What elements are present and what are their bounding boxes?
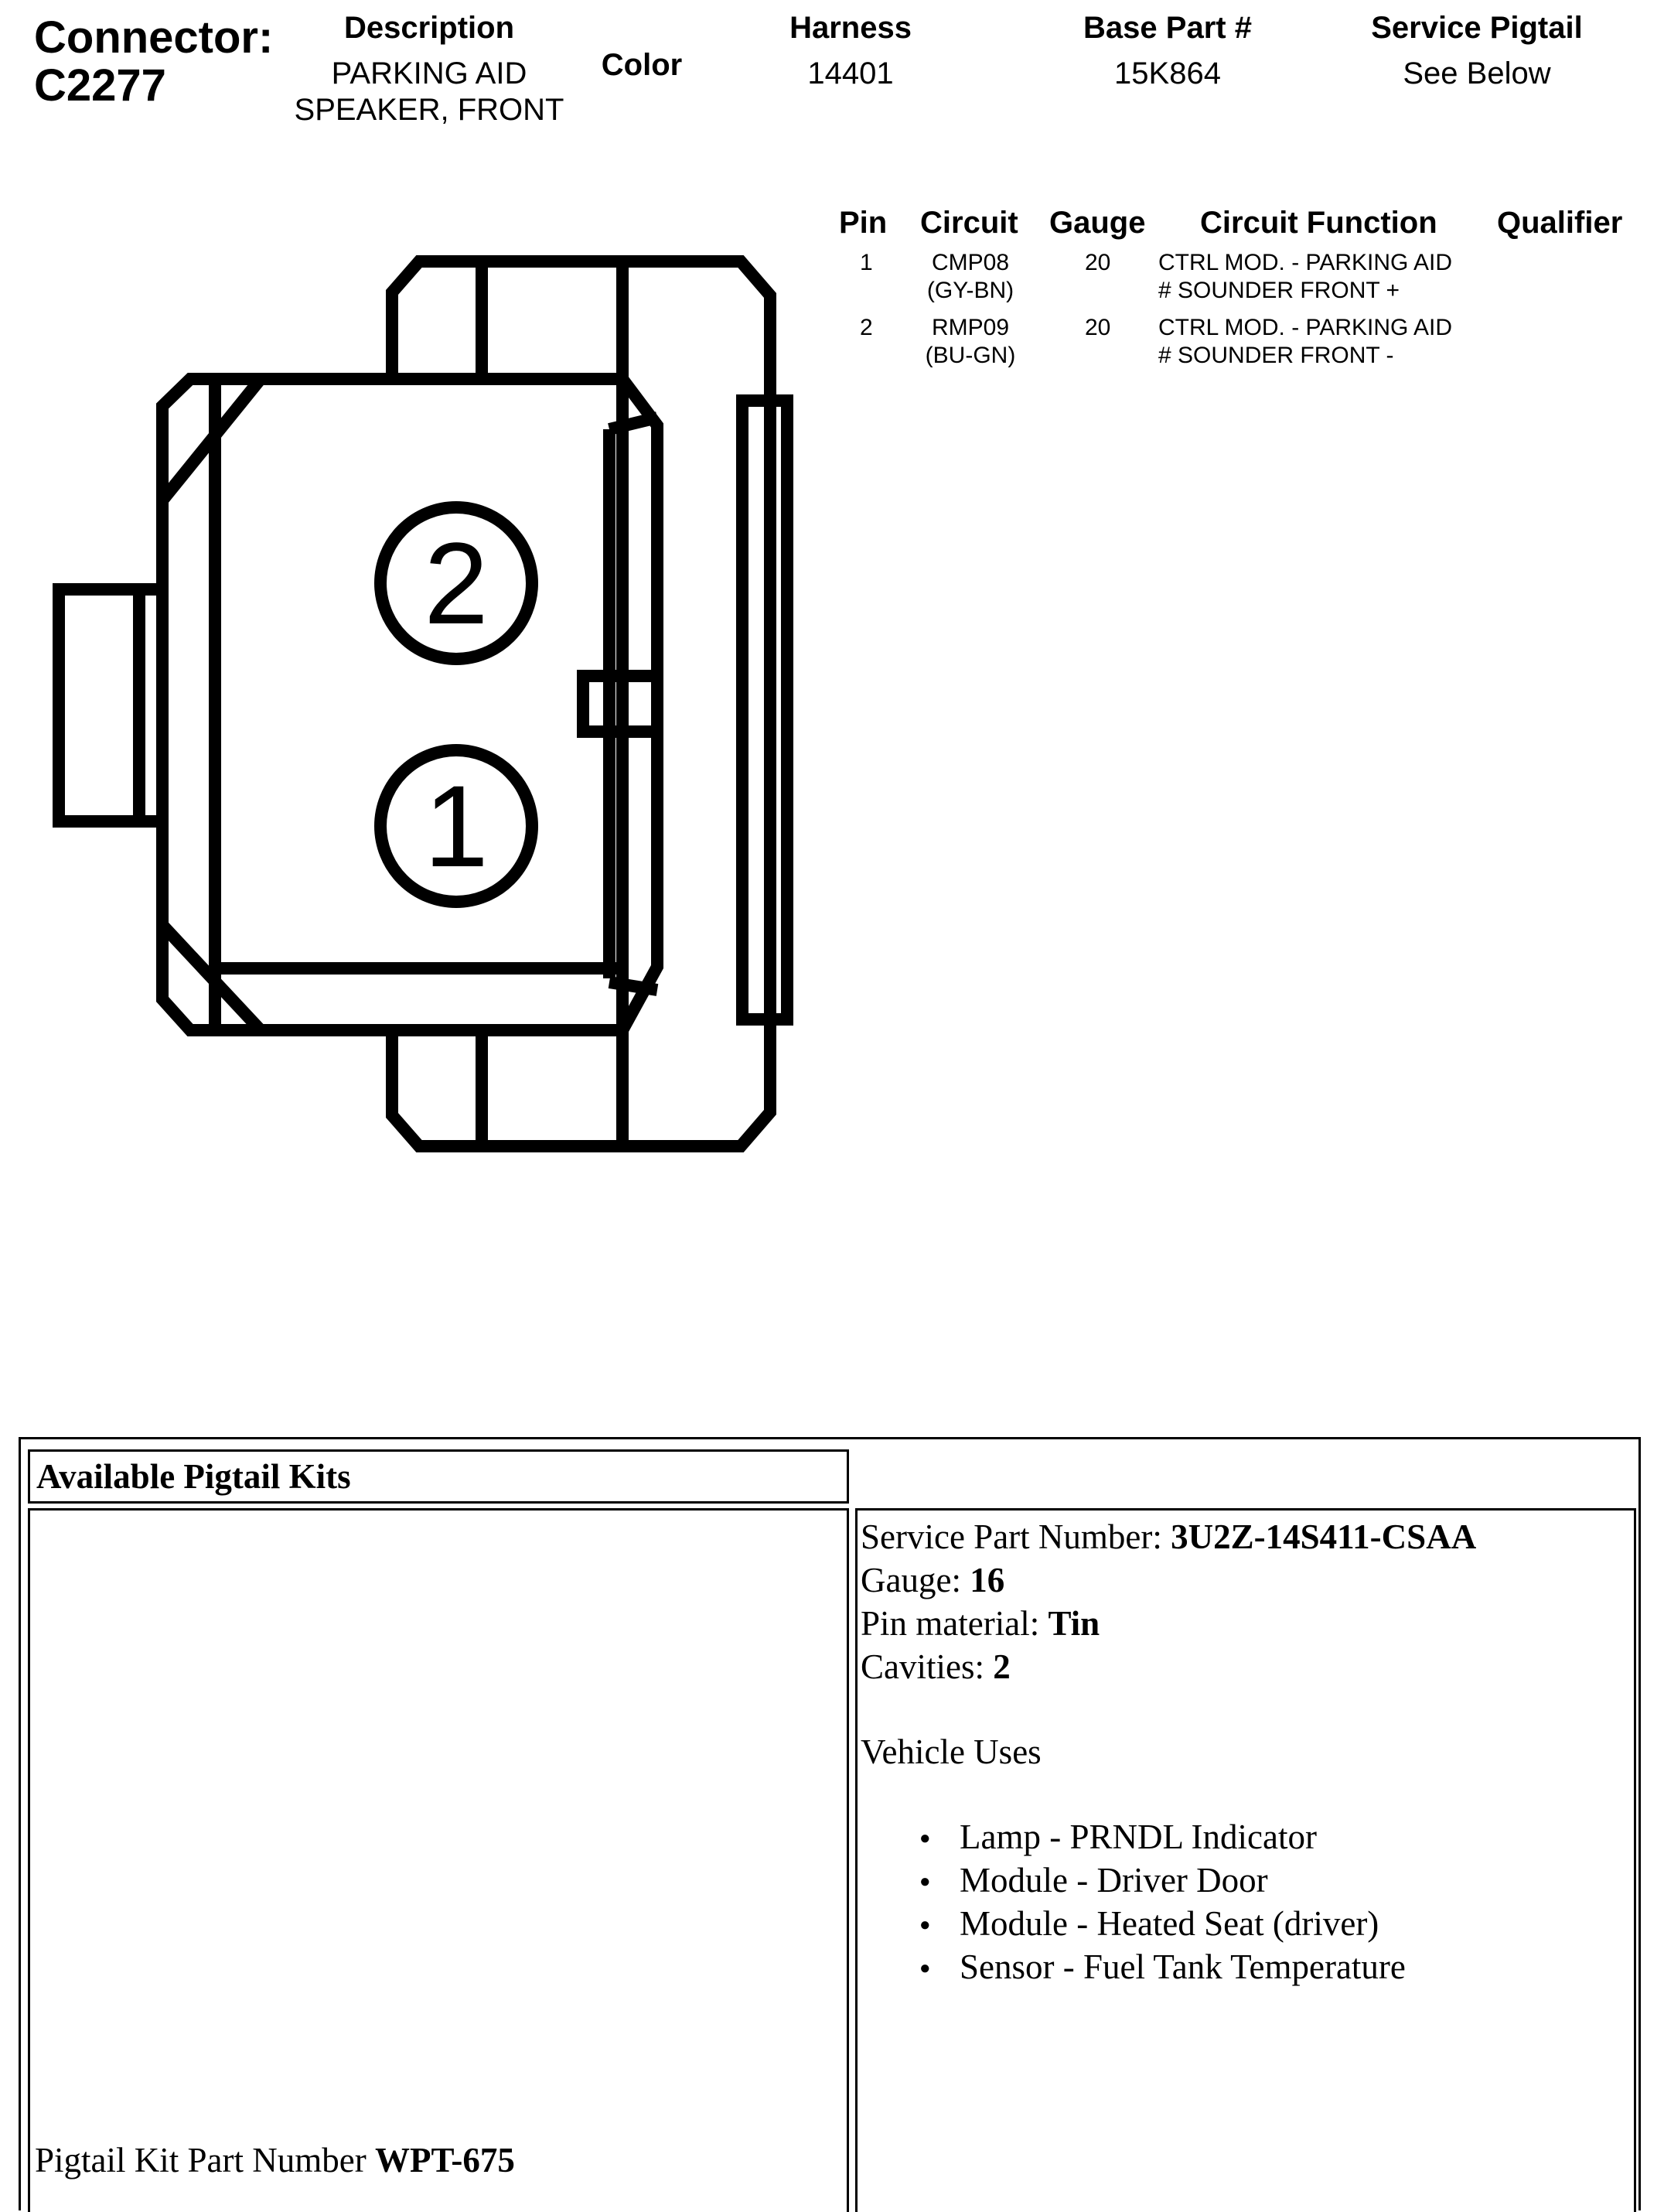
circuit-id: RMP09 bbox=[931, 315, 1010, 340]
cavity-1-label: 1 bbox=[424, 761, 489, 891]
service-pigtail-value: See Below bbox=[1403, 56, 1551, 90]
pigtail-kit-part bbox=[35, 2139, 515, 2182]
harness-value: 14401 bbox=[807, 56, 894, 90]
pigtail-title-box bbox=[28, 1449, 849, 1504]
inner-body bbox=[215, 379, 657, 1030]
circuit-header: Circuit bbox=[920, 206, 1018, 240]
pin-material-value: Tin bbox=[1048, 1604, 1100, 1643]
table-row-2-pin: 2 bbox=[860, 315, 873, 340]
right-channel-bottom bbox=[609, 982, 657, 990]
vehicle-uses-list bbox=[919, 1815, 1476, 1988]
left-tab bbox=[59, 589, 162, 821]
pin-header: Pin bbox=[839, 206, 888, 240]
function-line-1: CTRL MOD. - PARKING AID bbox=[1158, 250, 1453, 275]
cavities-value: 2 bbox=[993, 1647, 1011, 1686]
connector-face-diagram bbox=[46, 247, 820, 1176]
pin-material-label: Pin material: bbox=[861, 1604, 1049, 1643]
base-part-value: 15K864 bbox=[1114, 56, 1221, 90]
pigtail-details-box bbox=[855, 1508, 1636, 2212]
base-part-label: Base Part # bbox=[1083, 11, 1252, 45]
connector-id: C2277 bbox=[34, 60, 166, 111]
cavity-2-label: 2 bbox=[424, 518, 489, 648]
gauge-header: Gauge bbox=[1049, 206, 1146, 240]
qualifier-header: Qualifier bbox=[1497, 206, 1623, 240]
description-line-2: SPEAKER, FRONT bbox=[294, 93, 564, 127]
table-row-1-gauge: 20 bbox=[1085, 250, 1111, 275]
cavities-line bbox=[861, 1645, 1476, 1688]
service-part-label: Service Part Number: bbox=[861, 1517, 1171, 1556]
circuit-color: (GY-BN) bbox=[926, 278, 1014, 303]
table-row-1-circuit bbox=[905, 249, 1036, 305]
table-row-2-gauge: 20 bbox=[1085, 315, 1111, 340]
pigtail-details bbox=[861, 1515, 1476, 1988]
function-line-1: CTRL MOD. - PARKING AID bbox=[1158, 315, 1453, 340]
table-row-2-circuit bbox=[905, 314, 1036, 370]
list-item: ● Module - Heated Seat (driver) bbox=[919, 1902, 1476, 1945]
table-row-2-function bbox=[1158, 314, 1452, 370]
description-line-1: PARKING AID bbox=[331, 56, 527, 90]
circuit-color: (BU-GN) bbox=[925, 343, 1016, 368]
service-part-value: 3U2Z-14S411-CSAA bbox=[1171, 1517, 1477, 1556]
pigtail-title: Available Pigtail Kits bbox=[36, 1457, 351, 1496]
table-row-1-function bbox=[1158, 249, 1452, 305]
function-line-2: # SOUNDER FRONT + bbox=[1158, 278, 1400, 303]
kit-part-value: WPT-675 bbox=[374, 2141, 515, 2180]
service-part-number bbox=[861, 1515, 1476, 1558]
function-header: Circuit Function bbox=[1200, 206, 1437, 240]
connector-label: Connector: bbox=[34, 12, 274, 63]
list-item: ● Sensor - Fuel Tank Temperature bbox=[919, 1945, 1476, 1988]
gauge-value: 16 bbox=[970, 1561, 1005, 1599]
list-item: ● Lamp - PRNDL Indicator bbox=[919, 1815, 1476, 1859]
function-line-2: # SOUNDER FRONT - bbox=[1158, 343, 1394, 368]
kit-part-label: Pigtail Kit Part Number bbox=[35, 2141, 375, 2180]
circuit-id: CMP08 bbox=[931, 250, 1010, 275]
list-item: ● Module - Driver Door bbox=[919, 1859, 1476, 1902]
color-label: Color bbox=[601, 48, 683, 82]
service-pigtail-label: Service Pigtail bbox=[1371, 11, 1583, 45]
gauge-line bbox=[861, 1558, 1476, 1602]
harness-label: Harness bbox=[789, 11, 912, 45]
vehicle-uses-label: Vehicle Uses bbox=[861, 1732, 1042, 1771]
gauge-label: Gauge: bbox=[861, 1561, 970, 1599]
pigtail-kit-box bbox=[28, 1508, 849, 2212]
pin-material-line bbox=[861, 1602, 1476, 1645]
table-row-1-pin: 1 bbox=[860, 250, 873, 275]
cavities-label: Cavities: bbox=[861, 1647, 994, 1686]
description-label: Description bbox=[343, 11, 515, 45]
